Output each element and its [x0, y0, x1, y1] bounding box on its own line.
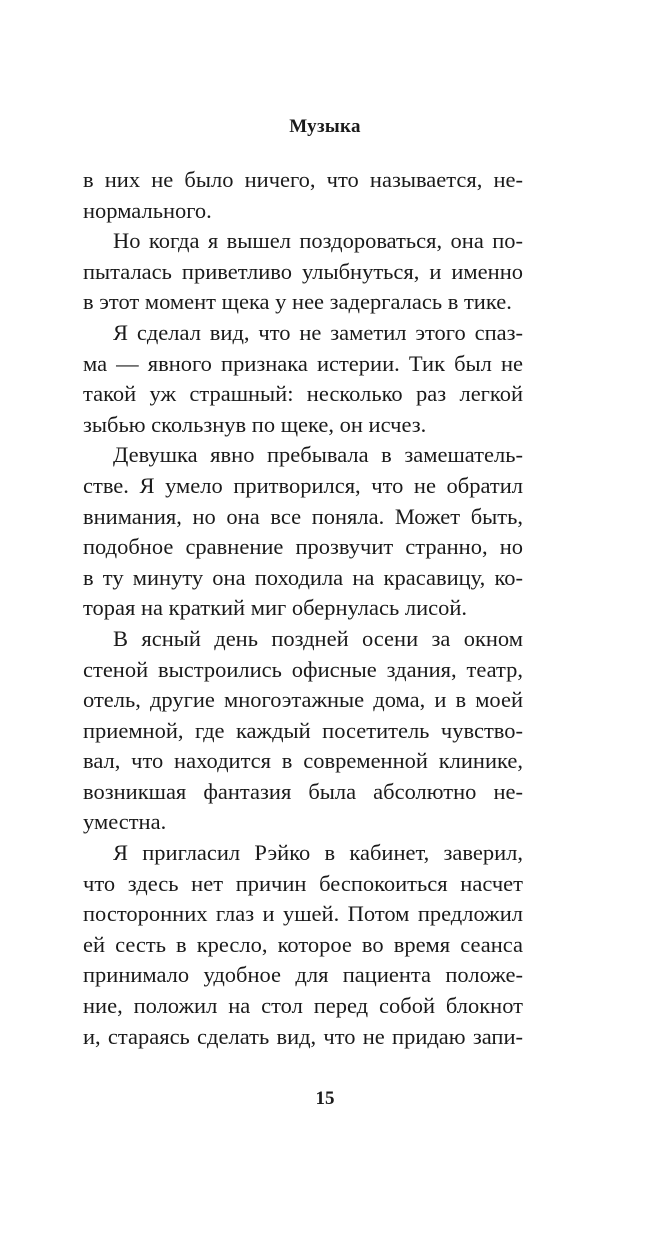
text-line: Девушка явно пребывала в замешатель- [113, 442, 523, 468]
paragraph [83, 318, 523, 440]
text-line: Я пригласил Рэйко в кабинет, заверил, [113, 840, 523, 866]
text-line: торая на краткий миг обернулась лисой. [83, 595, 468, 621]
text-line: вал, что находится в современной клинике, [83, 748, 523, 774]
text-line: приемной, где каждый посетитель чувство- [83, 717, 523, 743]
text-line: подобное сравнение прозвучит странно, но [83, 534, 523, 560]
body-text [83, 165, 523, 1052]
text-line: Но когда я вышел поздороваться, она по- [113, 228, 523, 254]
text-line: ей сесть в кресло, которое во время сеанса [83, 931, 523, 957]
text-line: и, стараясь сделать вид, что не придаю запи- [83, 1023, 523, 1049]
text-line: пыталась приветливо улыбнуться, и именно [83, 258, 523, 284]
paragraph [83, 624, 523, 838]
text-line: в них не было ничего, что называется, не- [83, 167, 523, 192]
text-line: что здесь нет причин беспокоиться насчет [83, 870, 523, 896]
paragraph [83, 440, 523, 624]
text-line: возникшая фантазия была абсолютно не- [83, 778, 523, 804]
text-line: отель, другие многоэтажные дома, и в моей [83, 687, 523, 713]
text-line: ние, положил на стол перед собой блокнот [83, 993, 523, 1019]
page-number: 15 [315, 1088, 335, 1109]
text-line: Я сделал вид, что не заметил этого спаз- [113, 319, 523, 345]
text-line: в этот момент щека у нее задергалась в тике. [83, 289, 512, 315]
paragraph [83, 838, 523, 1052]
paragraph [83, 165, 523, 226]
paragraph [83, 226, 523, 318]
text-line: посторонних глаз и ушей. Потом предложил [83, 901, 523, 927]
text-line: стеной выстроились офисные здания, театр, [83, 656, 523, 682]
running-head: Музыка [289, 116, 361, 137]
text-line: стве. Я умело притворился, что не обратил [83, 472, 523, 498]
text-line: принимало удобное для пациента положе- [83, 962, 523, 988]
text-line: ма — явного признака истерии. Тик был не [83, 350, 523, 376]
text-line: в ту минуту она походила на красавицу, ко- [83, 564, 523, 590]
text-line: такой уж страшный: несколько раз легкой [83, 381, 523, 407]
text-line: В ясный день поздней осени за окном [113, 625, 523, 651]
text-line: внимания, но она все поняла. Может быть, [83, 503, 523, 529]
text-line: нормального. [83, 197, 212, 223]
text-line: уместна. [83, 809, 167, 835]
text-line: зыбью скользнув по щеке, он исчез. [83, 411, 427, 437]
